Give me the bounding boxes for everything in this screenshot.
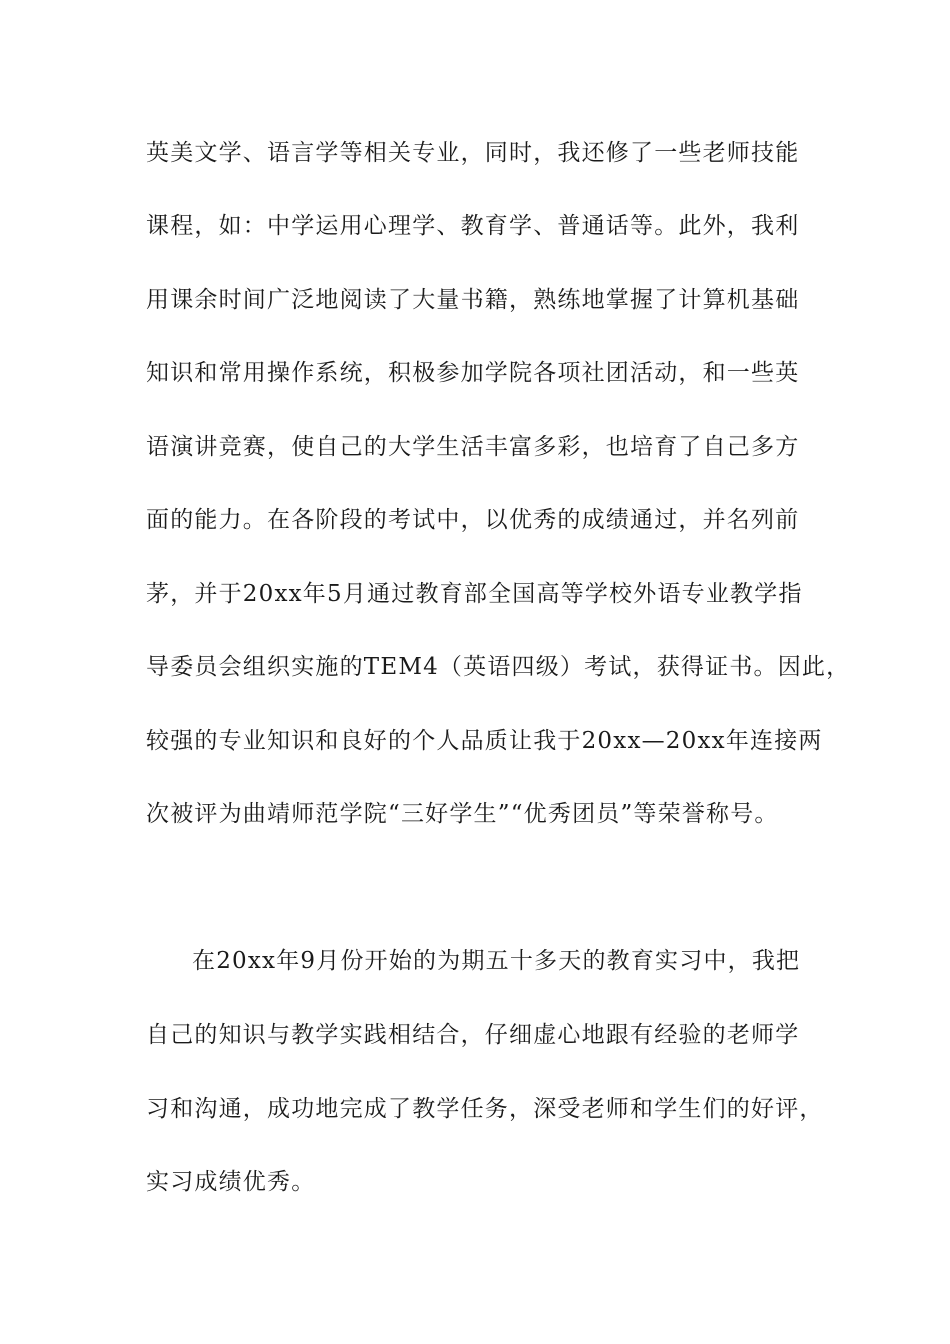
text-line: 语演讲竞赛，使自己的大学生活丰富多彩，也培育了自己多方 <box>146 434 800 460</box>
text-line: 面的能力。在各阶段的考试中，以优秀的成绩通过，并名列前 <box>146 507 800 533</box>
text-line: 习和沟通，成功地完成了教学任务，深受老师和学生们的好评， <box>146 1096 824 1122</box>
text-line: 英美文学、语言学等相关专业，同时，我还修了一些老师技能 <box>146 140 800 166</box>
text-line: 自己的知识与教学实践相结合，仔细虚心地跟有经验的老师学 <box>146 1022 800 1048</box>
text-line: 次被评为曲靖师范学院“三好学生”“优秀团员”等荣誉称号。 <box>146 801 779 827</box>
text-line: 用课余时间广泛地阅读了大量书籍，熟练地掌握了计算机基础 <box>146 287 800 313</box>
text-line: 实习成绩优秀。 <box>146 1169 316 1195</box>
text-line: 茅，并于20xx年5月通过教育部全国高等学校外语专业教学指 <box>146 581 803 607</box>
text-line: 课程，如：中学运用心理学、教育学、普通话等。此外，我利 <box>146 213 800 239</box>
text-line: 知识和常用操作系统，积极参加学院各项社团活动，和一些英 <box>146 360 800 386</box>
text-line: 导委员会组织实施的TEM4（英语四级）考试，获得证书。因此， <box>146 654 851 680</box>
text-line: 较强的专业知识和良好的个人品质让我于20xx—20xx年连接两 <box>146 728 823 754</box>
text-line: 在20xx年9月份开始的为期五十多天的教育实习中，我把 <box>192 948 801 974</box>
